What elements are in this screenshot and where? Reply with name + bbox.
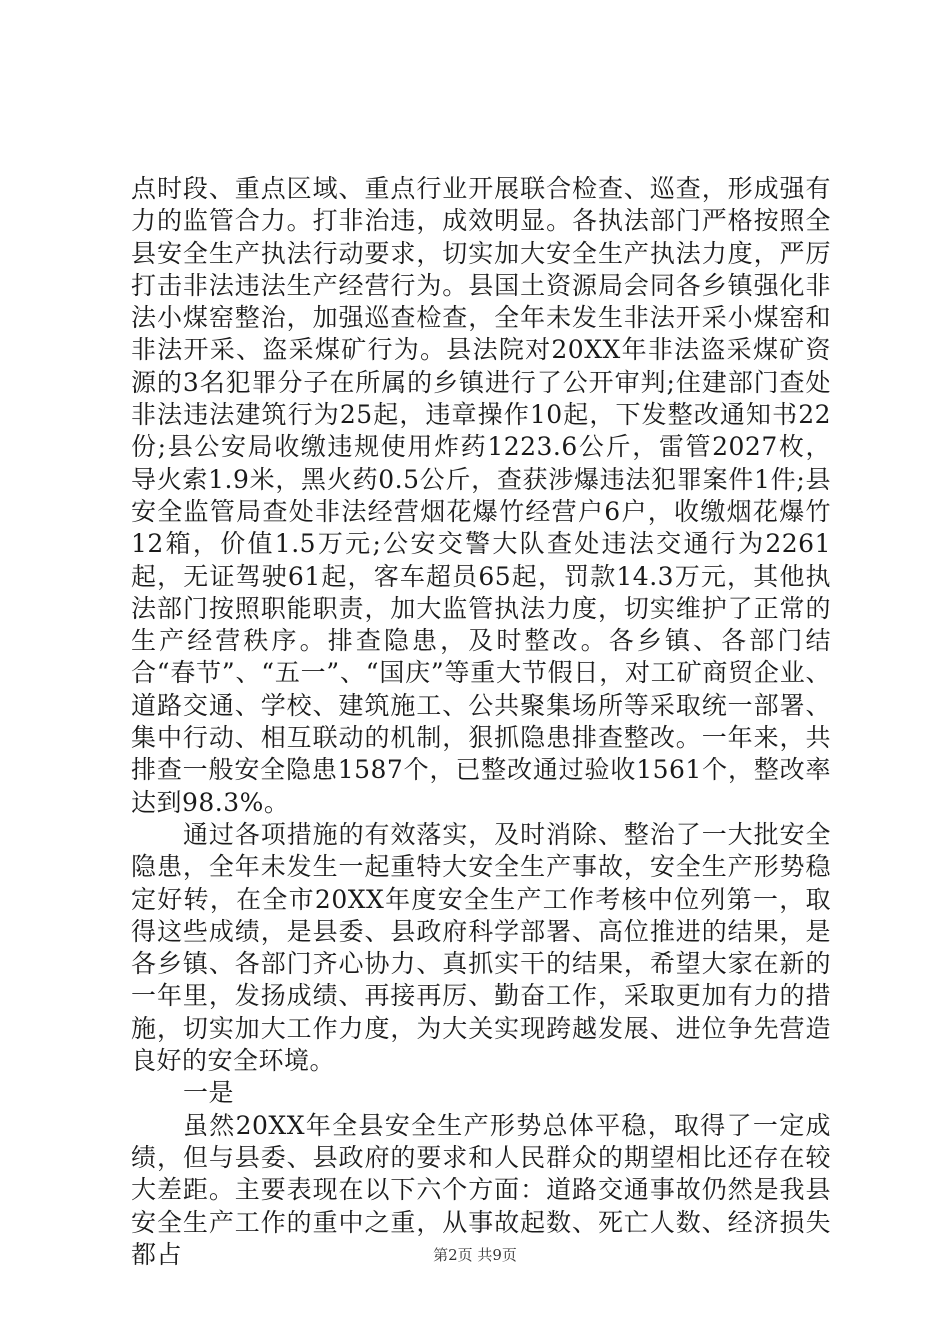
document-body	[131, 173, 831, 1271]
paragraph-enforcement: 点时段、重点区域、重点行业开展联合检查、巡查，形成强有力的监管合力。打非治违，成效明显。各执法部门严格按照全县安全生产执法行动要求，切实加大安全生产执法力度，严厉打击非法违法生产经营行为。县国土资源局会同各乡镇强化非法小煤窑整治，加强巡查检查，全年未发生非法开采小煤窑和非法开采、盗采煤矿行为。县法院对20XX年非法盗采煤矿资源的3名犯罪分子在所属的乡镇进行了公开审判;住建部门查处非法违法建筑行为25起，违章操作10起，下发整改通知书22份;县公安局收缴违规使用炸药1223.6公斤，雷管2027枚，导火索1.9米，黑火药0.5公斤，查获涉爆违法犯罪案件1件;县安全监管局查处非法经营烟花爆竹经营户6户，收缴烟花爆竹12箱，价值1.5万元;公安交警大队查处违法交通行为2261起，无证驾驶61起，客车超员65起，罚款14.3万元，其他执法部门按照职能职责，加大监管执法力度，切实维护了正常的生产经营秩序。排查隐患，及时整改。各乡镇、各部门结合“春节”、“五一”、“国庆”等重大节假日，对工矿商贸企业、道路交通、学校、建筑施工、公共聚集场所等采取统一部署、集中行动、相互联动的机制，狠抓隐患排查整改。一年来，共排查一般安全隐患1587个，已整改通过验收1561个，整改率达到98.3%。	[131, 174, 831, 817]
paragraph-heading-first: 一是	[183, 1078, 235, 1108]
paragraph-problems: 虽然20XX年全县安全生产形势总体平稳，取得了一定成绩，但与县委、县政府的要求和人民群众的期望相比还存在较大差距。主要表现在以下六个方面：道路交通事故仍然是我县安全生产工作的重中之重，从事故起数、死亡人数、经济损失都占	[131, 1110, 831, 1269]
paragraph-achievements: 通过各项措施的有效落实，及时消除、整治了一大批安全隐患，全年未发生一起重特大安全生产事故，安全生产形势稳定好转，在全市20XX年度安全生产工作考核中位列第一，取得这些成绩，是县委、县政府科学部署、高位推进的结果，是各乡镇、各部门齐心协力、真抓实干的结果，希望大家在新的一年里，发扬成绩、再接再厉、勤奋工作，采取更加有力的措施，切实加大工作力度，为大关实现跨越发展、进位争先营造良好的安全环境。	[131, 819, 831, 1076]
page-number-footer: 第2页 共9页	[433, 1246, 517, 1264]
